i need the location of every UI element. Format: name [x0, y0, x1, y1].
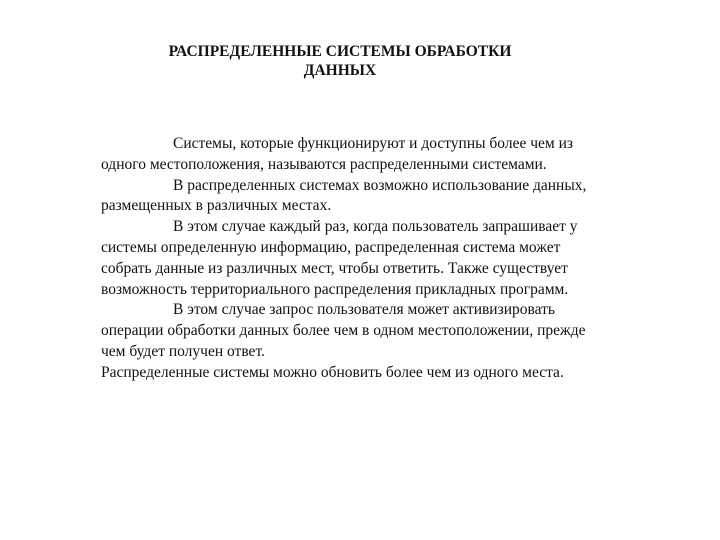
title-line-2: ДАННЫХ: [303, 62, 377, 79]
paragraph-4: В этом случае запрос пользователя может активизировать операции обработки данных более чем в одном местоположении, прежде чем будет получен ответ.: [101, 301, 586, 360]
paragraph-2: В распределенных системах возможно использование данных, размещенных в различных местах.: [101, 176, 587, 215]
paragraph-1: Системы, которые функционируют и доступны более чем из одного местоположения, называются распределенными системами.: [101, 135, 573, 173]
body-text: [101, 134, 601, 384]
paragraph-5: Распределенные системы можно обновить более чем из одного места.: [101, 363, 564, 381]
paragraph-3: В этом случае каждый раз, когда пользователь запрашивает у системы определенную информацию, распределенная система может собрать данные из различных мест, чтобы ответить. Также существует возможность территориального распределения прикладных программ.: [101, 218, 578, 298]
title-line-1: РАСПРЕДЕЛЕННЫЕ СИСТЕМЫ ОБРАБОТКИ: [168, 43, 512, 60]
page-title: [100, 42, 580, 80]
